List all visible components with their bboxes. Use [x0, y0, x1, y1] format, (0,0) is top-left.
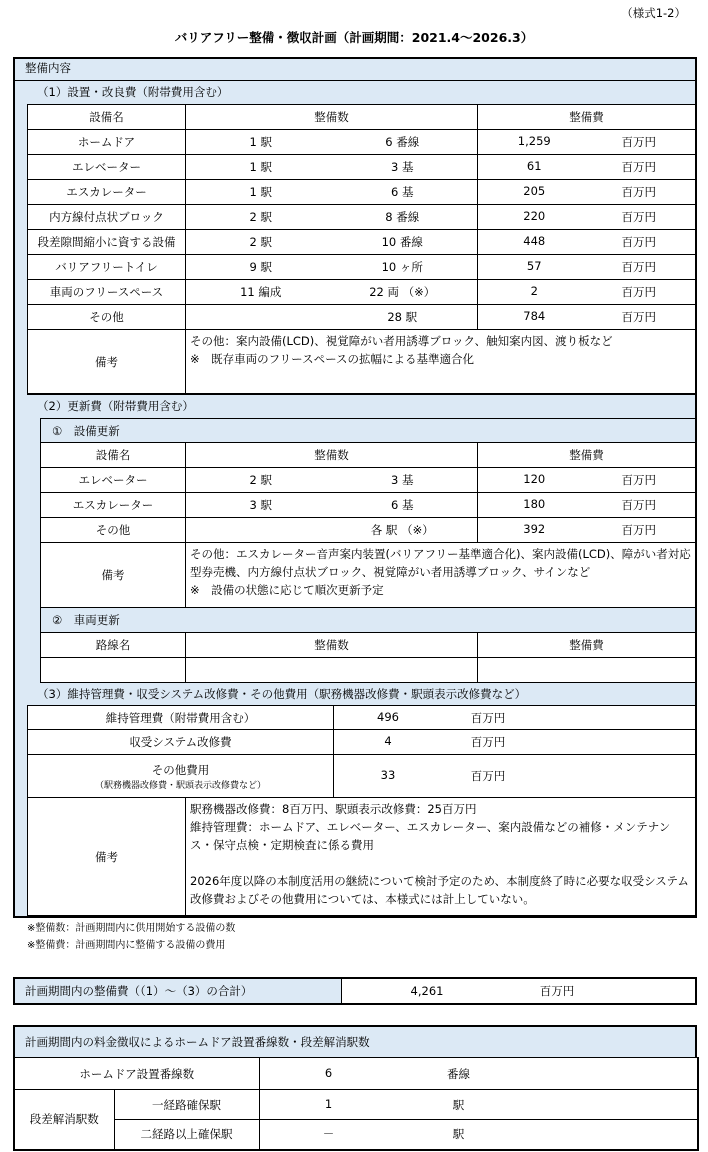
- cost-cell: [478, 130, 696, 155]
- value: 1: [324, 1096, 333, 1111]
- cost: 392: [523, 522, 546, 536]
- unit-count: 3 基: [391, 160, 414, 174]
- equipment-name: ホームドア: [28, 130, 186, 155]
- remarks: [186, 798, 696, 916]
- unit: 百万円: [621, 135, 656, 149]
- unit: 百万円: [539, 984, 575, 998]
- station-count: [190, 522, 332, 538]
- count-cell: [186, 493, 478, 518]
- unit-count: 22 両 （※）: [369, 285, 436, 299]
- cost: 784: [523, 309, 546, 323]
- unit-count: 6 番線: [385, 135, 420, 149]
- col-header: 整備数: [186, 443, 478, 468]
- remarks-label: 備考: [28, 330, 186, 395]
- equipment-name: 段差隙間縮小に資する設備: [28, 230, 186, 255]
- table-row: [28, 180, 696, 205]
- col-header: 整備数: [186, 633, 478, 658]
- form-number: （様式1-2）: [621, 6, 686, 20]
- cost-cell: [478, 180, 696, 205]
- cost: 220: [523, 209, 546, 223]
- table-installation: [27, 104, 696, 395]
- unit-count: 6 基: [391, 185, 414, 199]
- remark-line: 駅務機器改修費：8百万円、駅頭表示改修費：25百万円: [190, 802, 477, 816]
- table-row: [41, 493, 696, 518]
- value: 33: [380, 768, 396, 782]
- remarks-label: 備考: [28, 798, 186, 916]
- value: 496: [377, 709, 399, 724]
- row-label: [28, 755, 334, 798]
- section-2-title: （2）更新費（附帯費用含む）: [37, 399, 194, 413]
- cost-cell: [478, 230, 696, 255]
- unit: 百万円: [621, 235, 656, 249]
- table-row: [28, 130, 696, 155]
- page-title: バリアフリー整備・徴収計画（計画期間：2021.4～2026.3）: [174, 30, 534, 45]
- unit-count: 3 基: [391, 473, 414, 487]
- fee-title: 計画期間内の料金徴収によるホームドア設置番線数・段差解消駅数: [13, 1025, 697, 1059]
- equipment-name: 内方線付点状ブロック: [28, 205, 186, 230]
- cost-cell: [478, 205, 696, 230]
- table-row: [28, 255, 696, 280]
- cost: 448: [523, 234, 546, 248]
- cost: 61: [526, 159, 542, 173]
- table-row: [28, 305, 696, 330]
- row-label: ホームドア設置番線数: [14, 1058, 259, 1090]
- label: その他費用: [151, 762, 210, 777]
- table-row: [28, 205, 696, 230]
- equipment-name: エスカレーター: [41, 493, 186, 518]
- table-row: [28, 280, 696, 305]
- count-cell: [186, 205, 478, 230]
- section-1-title: （1）設置・改良費（附帯費用含む）: [37, 85, 229, 99]
- count-cell: [186, 280, 478, 305]
- unit: 百万円: [470, 769, 506, 783]
- equipment-name: エレベーター: [41, 468, 186, 493]
- equipment-name: その他: [28, 305, 186, 330]
- value: －: [322, 1127, 335, 1142]
- note: ※整備費：計画期間内に整備する設備の費用: [27, 940, 226, 951]
- value-cell: [334, 706, 696, 730]
- unit: 百万円: [470, 735, 506, 749]
- unit: 百万円: [621, 285, 656, 299]
- remark-line: 維持管理費：ホームドア、エレベーター、エスカレーター、案内設備などの補修・メンテナンス・保守点検・定期検査に係る費用: [190, 820, 671, 852]
- cost-cell: [478, 155, 696, 180]
- cost-cell: [478, 518, 696, 543]
- count-cell: [186, 305, 478, 330]
- cost-cell: [478, 280, 696, 305]
- equipment-name: エスカレーター: [28, 180, 186, 205]
- count-cell: [186, 130, 478, 155]
- table-row: [28, 230, 696, 255]
- col-header: 設備名: [28, 105, 186, 130]
- unit: 駅: [452, 1097, 465, 1112]
- equipment-name: エレベーター: [28, 155, 186, 180]
- unit-count: 各 駅 （※）: [370, 523, 434, 537]
- unit: 百万円: [621, 260, 656, 274]
- table-maintenance: [27, 705, 696, 916]
- unit: 百万円: [621, 498, 656, 512]
- row-label: 収受システム改修費: [28, 730, 334, 755]
- station-count: 1 駅: [249, 160, 272, 174]
- unit-count: 6 基: [391, 498, 414, 512]
- table-row: [41, 518, 696, 543]
- col-header: 整備費: [478, 443, 696, 468]
- count-cell: [186, 255, 478, 280]
- station-count: 2 駅: [249, 473, 272, 487]
- value-cell: [334, 730, 696, 755]
- table-row: [41, 468, 696, 493]
- remark-line: 2026年度以降の本制度活用の継続について検討予定のため、本制度終了時に必要な収受システム改修費およびその他費用については、本様式には計上していない。: [190, 874, 689, 906]
- station-count: 1 駅: [249, 135, 272, 149]
- count-cell: [186, 518, 478, 543]
- total-box: [13, 977, 697, 1005]
- station-count: 3 駅: [249, 498, 272, 512]
- remarks: [186, 330, 696, 395]
- empty-cell: [186, 658, 478, 683]
- unit: 百万円: [621, 473, 656, 487]
- count-cell: [186, 155, 478, 180]
- remark-line: ※ 既存車両のフリースペースの拡幅による基準適合化: [190, 352, 475, 366]
- section-3-title: （3）維持管理費・収受システム改修費・その他費用（駅務機器改修費・駅頭表示改修費など）: [37, 687, 527, 701]
- unit-count: 10 番線: [381, 235, 423, 249]
- value-cell: [259, 1090, 698, 1120]
- value-cell: [259, 1058, 698, 1090]
- station-count: 11 編成: [240, 285, 282, 299]
- cost: 1,259: [517, 134, 551, 148]
- unit: 百万円: [621, 160, 656, 174]
- cost: 57: [526, 259, 542, 273]
- cost-cell: [478, 255, 696, 280]
- unit: 駅: [452, 1127, 465, 1142]
- total-label: 計画期間内の整備費（（1）～（3）の合計）: [15, 979, 342, 1003]
- count-cell: [186, 468, 478, 493]
- row-label: 二経路以上確保駅: [114, 1120, 259, 1150]
- sub-1-title: ① 設備更新: [52, 424, 120, 438]
- equipment-name: 車両のフリースペース: [28, 280, 186, 305]
- cost-cell: [478, 305, 696, 330]
- unit-count: 10 ヶ所: [381, 260, 423, 274]
- remark-line: その他：エスカレーター音声案内装置(バリアフリー基準適合化)、案内設備(LCD)、障がい者対応型券売機、内方線付点状ブロック、視覚障がい者用誘導ブロック、サインなど: [190, 547, 691, 579]
- total-value: 4,261: [410, 984, 444, 998]
- station-count: 2 駅: [249, 235, 272, 249]
- table-fee: [13, 1057, 699, 1151]
- station-count: 9 駅: [249, 260, 272, 274]
- remarks-label: 備考: [41, 543, 186, 608]
- row-label: 段差解消駅数: [14, 1090, 114, 1150]
- row-label: 一経路確保駅: [114, 1090, 259, 1120]
- value: 6: [324, 1065, 333, 1080]
- value-cell: [259, 1120, 698, 1150]
- value: 4: [384, 734, 392, 748]
- unit: 百万円: [621, 310, 656, 324]
- station-count: 2 駅: [249, 210, 272, 224]
- col-header: 整備数: [186, 105, 478, 130]
- col-header: 整備費: [478, 633, 696, 658]
- table-row: [28, 155, 696, 180]
- unit: 百万円: [621, 185, 656, 199]
- sub-2-title: ② 車両更新: [52, 613, 120, 627]
- remarks: [186, 543, 696, 608]
- sublabel: （駅務機器改修費・駅頭表示改修費など）: [94, 780, 266, 791]
- remark-line: その他：案内設備(LCD)、視覚障がい者用誘導ブロック、触知案内図、渡り板など: [190, 334, 613, 348]
- unit: 百万円: [621, 523, 656, 537]
- row-label: 維持管理費（附帯費用含む）: [28, 706, 334, 730]
- cost: 120: [523, 472, 546, 486]
- cost-cell: [478, 468, 696, 493]
- col-header: 整備費: [478, 105, 696, 130]
- count-cell: [186, 230, 478, 255]
- equipment-name: その他: [41, 518, 186, 543]
- col-header: 路線名: [41, 633, 186, 658]
- cost-cell: [478, 493, 696, 518]
- heading: 整備内容: [15, 57, 695, 81]
- station-count: 1 駅: [249, 185, 272, 199]
- unit: 番線: [447, 1066, 470, 1081]
- table-equipment-renewal: [40, 442, 696, 608]
- equipment-name: バリアフリートイレ: [28, 255, 186, 280]
- unit: 百万円: [470, 710, 506, 725]
- station-count: [190, 309, 332, 325]
- unit-count: 8 番線: [385, 210, 420, 224]
- cost: 2: [530, 284, 538, 298]
- remark-line: ※ 設備の状態に応じて順次更新予定: [190, 583, 384, 597]
- unit: 百万円: [621, 210, 656, 224]
- count-cell: [186, 180, 478, 205]
- cost: 205: [523, 184, 546, 198]
- value-cell: [334, 755, 696, 798]
- cost: 180: [523, 497, 546, 511]
- note: ※整備数：計画期間内に供用開始する設備の数: [27, 923, 236, 934]
- col-header: 設備名: [41, 443, 186, 468]
- table-vehicle-renewal: [40, 632, 696, 683]
- unit-count: 28 駅: [387, 310, 418, 324]
- empty-cell: [478, 658, 696, 683]
- empty-cell: [41, 658, 186, 683]
